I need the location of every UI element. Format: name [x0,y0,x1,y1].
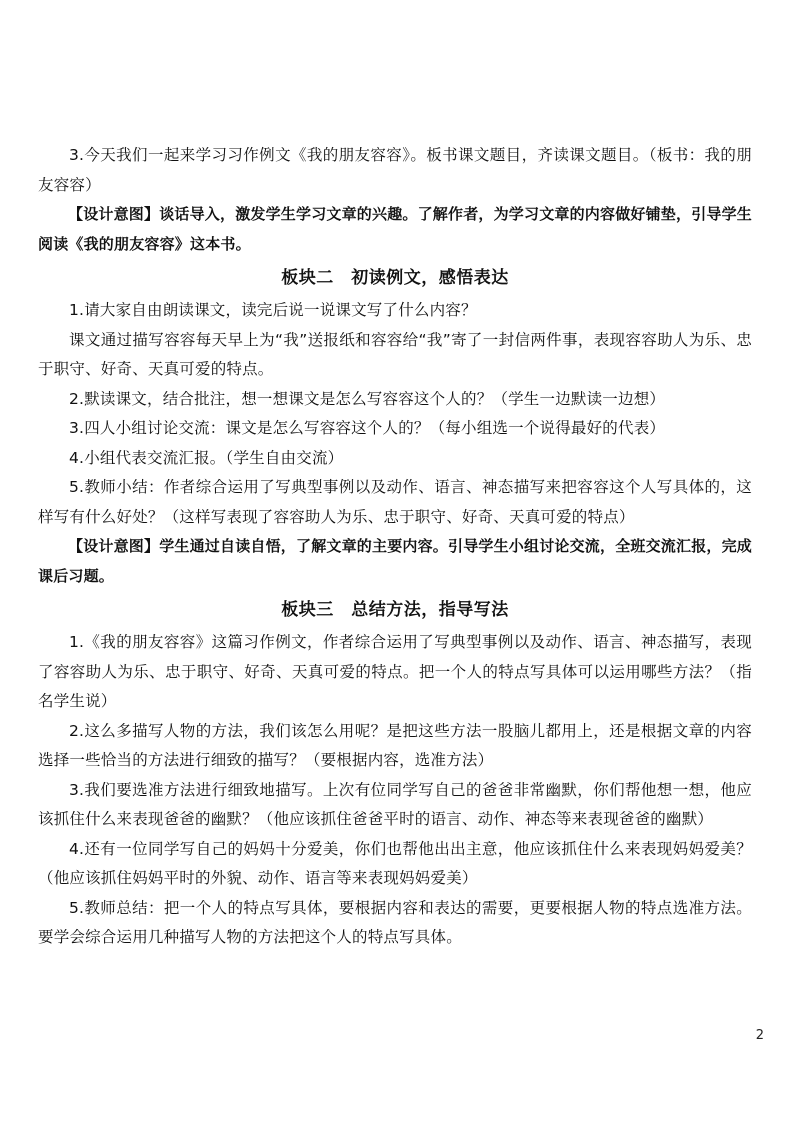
section-2-paragraph-1: 1.请大家自由朗读课文，读完后说一说课文写了什么内容？ [69,301,477,319]
intro-paragraph-3: 3.今天我们一起来学习习作例文《我的朋友容容》。板书课文题目，齐读课文题目。（板书：我的朋友容容） [38,146,752,194]
section-2-heading: 板块二 初读例文，感悟表达 [281,268,509,288]
section-2-paragraph-5: 4.小组代表交流汇报。（学生自由交流） [69,448,344,467]
document-body [38,141,752,953]
section-3-paragraph-3: 3.我们要选准方法进行细致地描写。上次有位同学写自己的爸爸非常幽默，你们帮他想一想，他应该抓住什么来表现爸爸的幽默？（他应该抓住爸爸平时的语言、动作、神态等来表现爸爸的幽默） [38,780,752,828]
section-3-paragraph-2: 2.这么多描写人物的方法，我们该怎么用呢？是把这些方法一股脑儿都用上，还是根据文章的内容选择一些恰当的方法进行细致的描写？（要根据内容，选准方法） [38,721,752,769]
page-number: 2 [755,1028,764,1043]
section-3-paragraph-4: 4.还有一位同学写自己的妈妈十分爱美，你们也帮他出出主意，他应该抓住什么来表现妈妈爱美？（他应该抓住妈妈平时的外貌、动作、语言等来表现妈妈爱美） [38,839,752,887]
design-intent-1: 【设计意图】谈话导入，激发学生学习文章的兴趣。了解作者，为学习文章的内容做好铺垫，引导学生阅读《我的朋友容容》这本书。 [38,205,753,253]
section-2-paragraph-3: 2.默读课文，结合批注，想一想课文是怎么写容容这个人的？（学生一边默读一边想） [69,389,666,408]
design-intent-2: 【设计意图】学生通过自读自悟，了解文章的主要内容。引导学生小组讨论交流，全班交流汇报，完成课后习题。 [38,537,753,585]
section-3-heading: 板块三 总结方法，指导写法 [281,600,509,620]
section-2-paragraph-2: 课文通过描写容容每天早上为“我”送报纸和容容给“我”寄了一封信两件事，表现容容助人为乐、忠于职守、好奇、天真可爱的特点。 [38,330,752,378]
section-3-paragraph-5: 5.教师总结：把一个人的特点写具体，要根据内容和表达的需要，更要根据人物的特点选准方法。要学会综合运用几种描写人物的方法把这个人的特点写具体。 [38,898,752,946]
section-2-paragraph-4: 3.四人小组讨论交流：课文是怎么写容容这个人的？（每小组选一个说得最好的代表） [69,419,666,437]
section-3-paragraph-1: 1.《我的朋友容容》这篇习作例文，作者综合运用了写典型事例以及动作、语言、神态描写，表现了容容助人为乐、忠于职守、好奇、天真可爱的特点。把一个人的特点写具体可以运用哪些方法？（指名学生说） [38,633,752,710]
section-2-paragraph-6: 5.教师小结：作者综合运用了写典型事例以及动作、语言、神态描写来把容容这个人写具体的，这样写有什么好处？（这样写表现了容容助人为乐、忠于职守、好奇、天真可爱的特点） [38,478,752,526]
